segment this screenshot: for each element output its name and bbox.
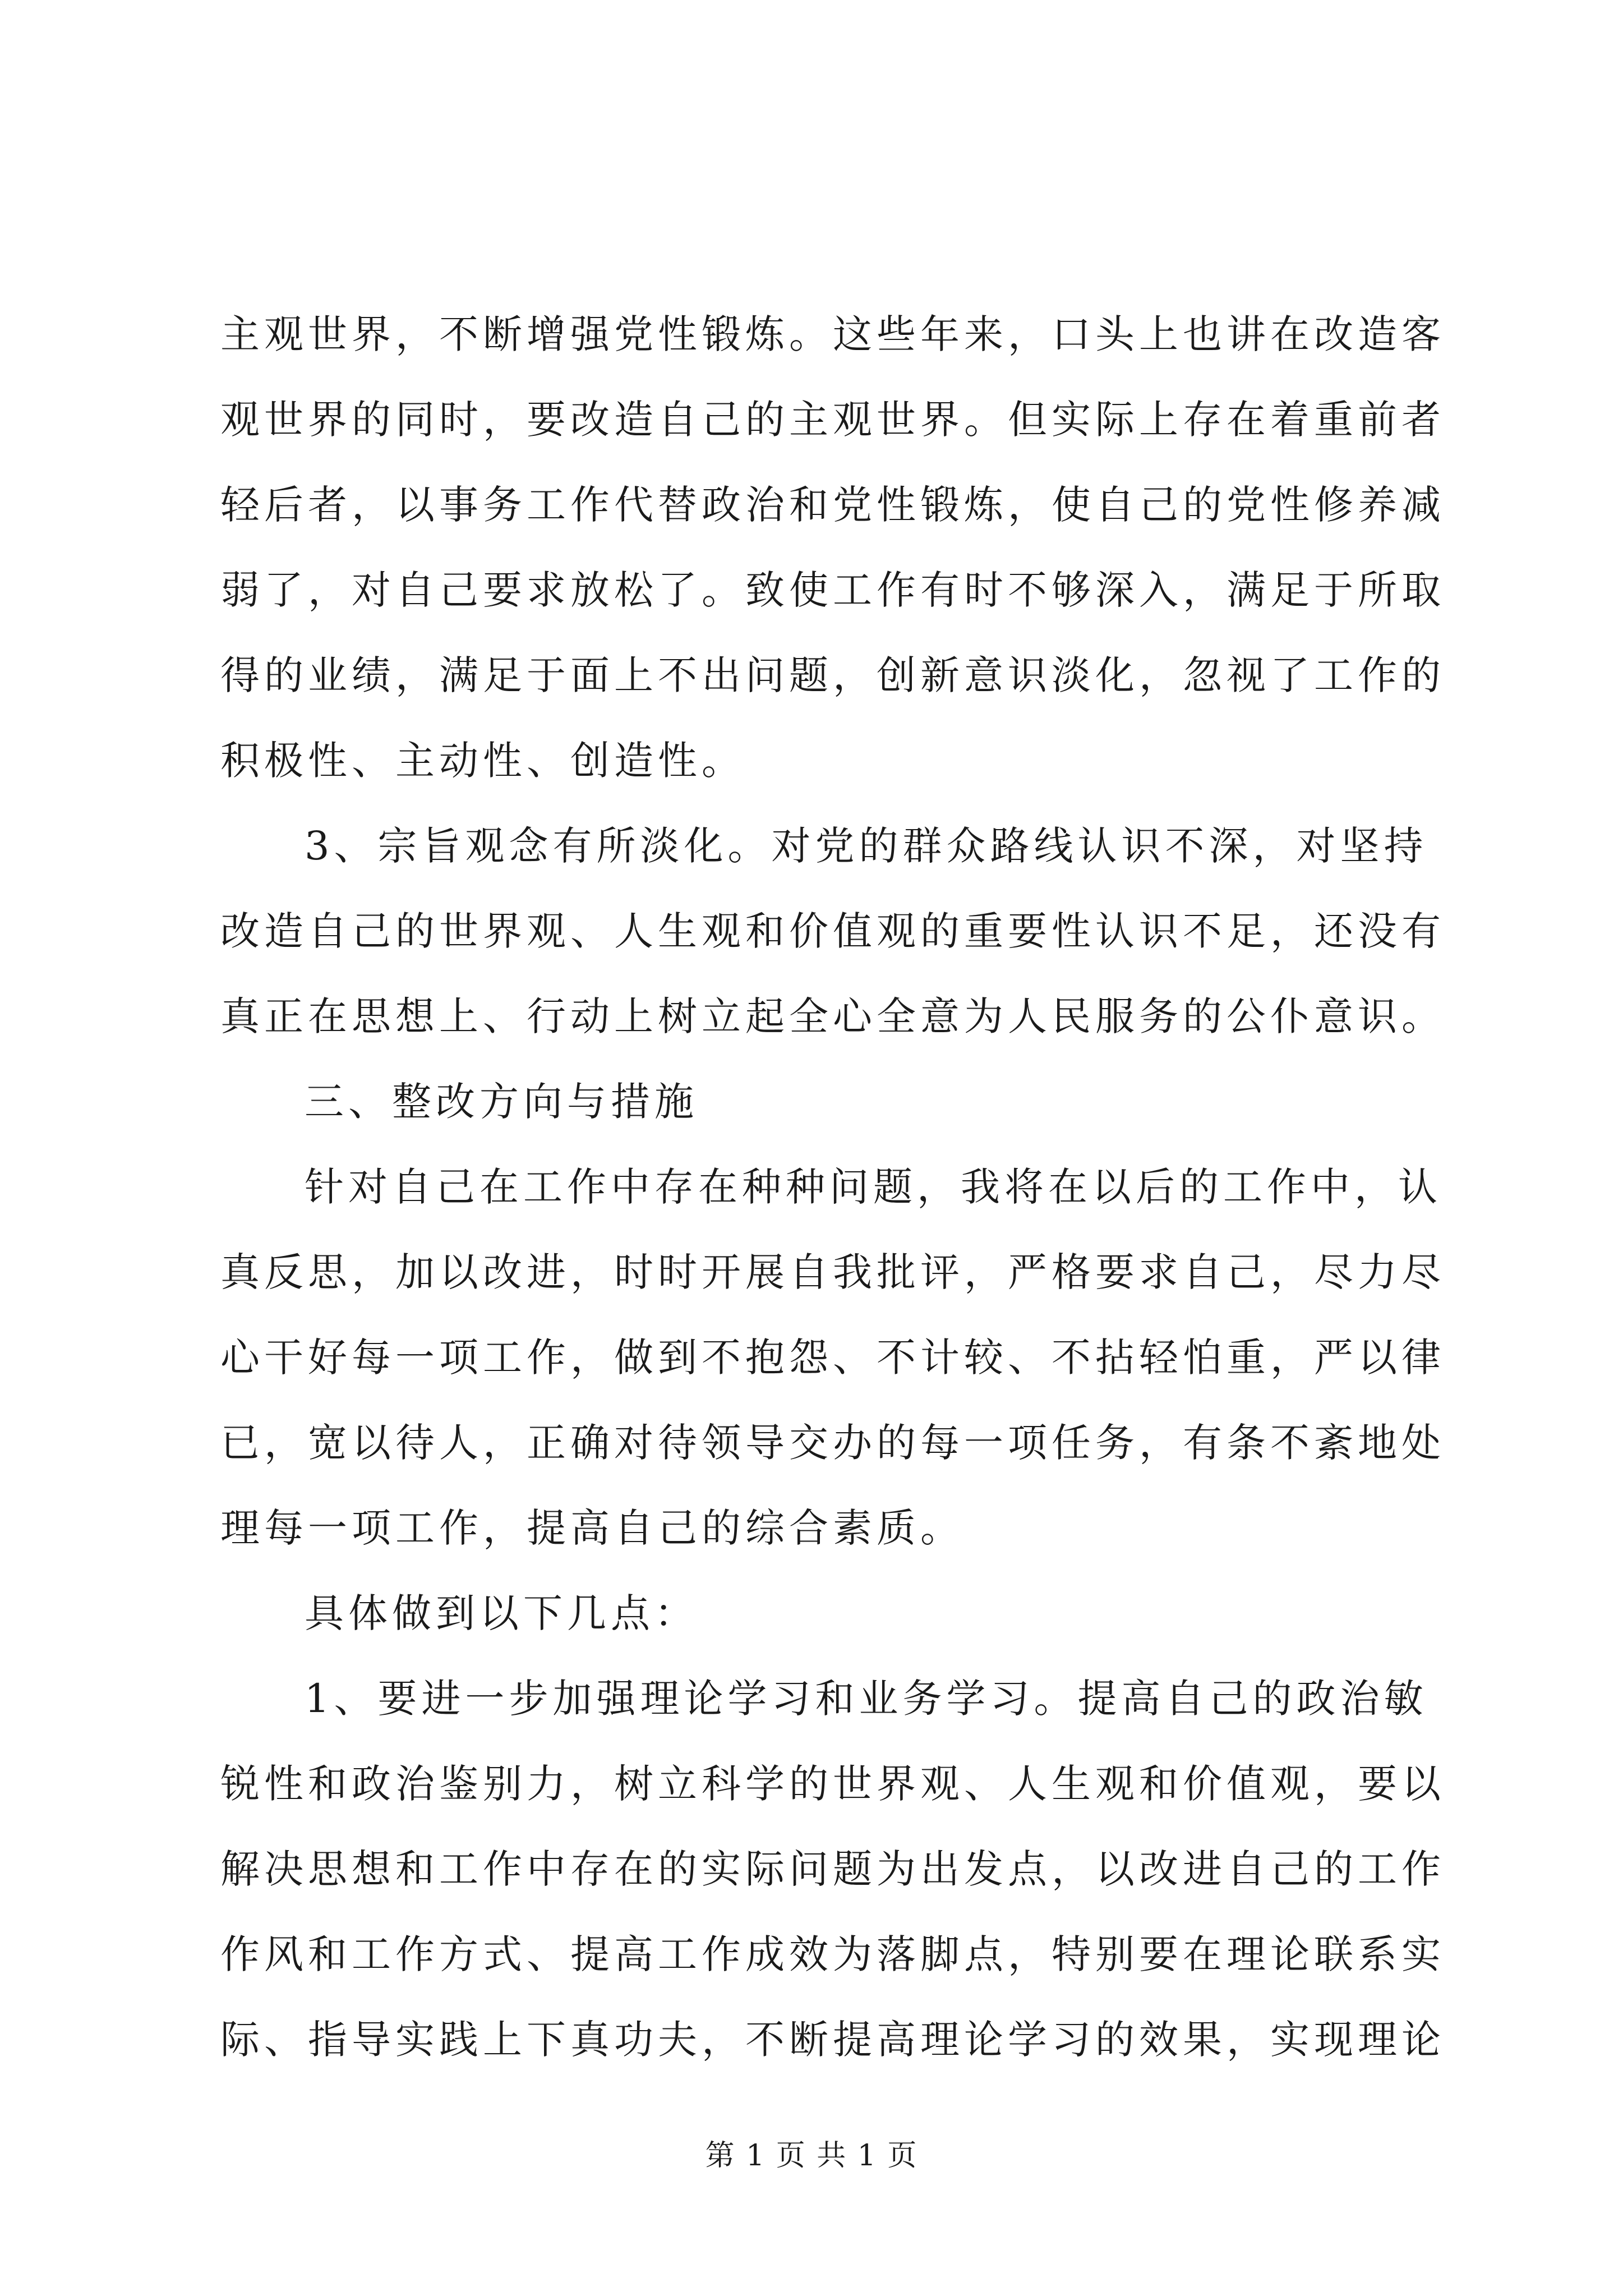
page-footer: 第 1 页 共 1 页 <box>705 2139 918 2173</box>
text-line: 改造自己的世界观、人生观和价值观的重要性认识不足，还没有 <box>220 908 1445 954</box>
text-line: 主观世界，不断增强党性锻炼。这些年来，口头上也讲在改造客 <box>220 311 1445 357</box>
text-line: 积极性、主动性、创造性。 <box>220 738 745 784</box>
text-line: 得的业绩，满足于面上不出问题，创新意识淡化，忽视了工作的 <box>220 652 1445 698</box>
paragraph-start-line: 具体做到以下几点： <box>305 1590 698 1636</box>
body-text <box>220 292 1445 2082</box>
paragraph-start-line: 1、要进一步加强理论学习和业务学习。提高自己的政治敏 <box>305 1676 1428 1722</box>
text-line: 理每一项工作，提高自己的综合素质。 <box>220 1505 964 1551</box>
text-line: 真反思，加以改进，时时开展自我批评，严格要求自己，尽力尽 <box>220 1249 1445 1295</box>
text-line: 锐性和政治鉴别力，树立科学的世界观、人生观和价值观，要以 <box>220 1761 1445 1807</box>
paragraph-start-line: 3、宗旨观念有所淡化。对党的群众路线认识不深，对坚持 <box>305 823 1428 869</box>
text-line: 弱了，对自己要求放松了。致使工作有时不够深入，满足于所取 <box>220 567 1445 613</box>
text-line: 轻后者，以事务工作代替政治和党性锻炼，使自己的党性修养减 <box>220 482 1445 528</box>
text-line: 际、指导实践上下真功夫，不断提高理论学习的效果，实现理论 <box>220 2017 1445 2063</box>
text-line: 心干好每一项工作，做到不抱怨、不计较、不拈轻怕重，严以律 <box>220 1335 1445 1381</box>
text-line: 解决思想和工作中存在的实际问题为出发点，以改进自己的工作 <box>220 1846 1445 1892</box>
paragraph-start-line: 针对自己在工作中存在种种问题，我将在以后的工作中，认 <box>305 1164 1442 1210</box>
text-line: 真正在思想上、行动上树立起全心全意为人民服务的公仆意识。 <box>220 993 1445 1039</box>
text-line: 作风和工作方式、提高工作成效为落脚点，特别要在理论联系实 <box>220 1931 1445 1977</box>
section-heading: 三、整改方向与措施 <box>305 1079 698 1125</box>
text-line: 观世界的同时，要改造自己的主观世界。但实际上存在着重前者 <box>220 397 1445 443</box>
text-line: 已，宽以待人，正确对待领导交办的每一项任务，有条不紊地处 <box>220 1420 1445 1466</box>
